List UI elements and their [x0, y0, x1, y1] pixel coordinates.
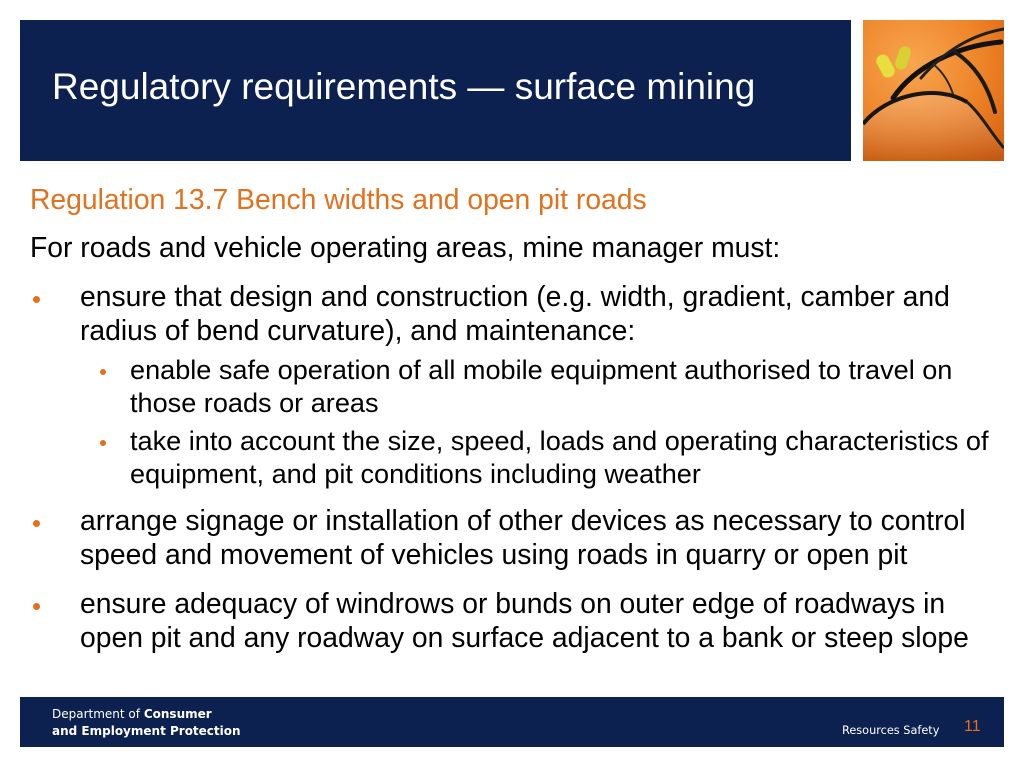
regulation-heading: Regulation 13.7 Bench widths and open pit roads: [30, 183, 647, 216]
division-name: Resources Safety: [842, 724, 940, 738]
footer-bar: [20, 697, 1004, 747]
slide-title: Regulatory requirements — surface mining: [52, 66, 756, 107]
header-photo-graphic: [863, 20, 1004, 161]
bullet-item: [80, 586, 969, 654]
bullet-item: [80, 279, 989, 489]
sub-bullet-text-line: those roads or areas: [130, 386, 379, 418]
bullet-text-line: speed and movement of vehicles using roads in quarry or open pit: [80, 538, 908, 571]
safety-glasses-and-earplugs-icon: [863, 20, 1004, 161]
sub-bullet-text-line: take into account the size, speed, loads and operating characteristics of: [130, 424, 989, 456]
department-name-bold: Consumer: [143, 707, 212, 721]
sub-bullet-item: [130, 424, 988, 490]
header-bar: [20, 20, 851, 161]
intro-text: For roads and vehicle operating areas, mine manager must:: [30, 231, 781, 264]
bullet-text-line: ensure adequacy of windrows or bunds on outer edge of roadways in: [80, 587, 946, 620]
sub-bullet-text-line: equipment, and pit conditions including weather: [130, 457, 701, 489]
department-name-bold: and Employment Protection: [52, 724, 241, 738]
department-name: [52, 706, 241, 740]
sub-bullet-dot-icon: [100, 369, 106, 375]
page-number: 11: [964, 718, 981, 735]
bullet-dot-icon: [33, 296, 40, 303]
bullet-dot-icon: [33, 520, 40, 527]
sub-bullet-dot-icon: [100, 440, 106, 446]
department-line-1: [52, 706, 241, 723]
department-prefix: Department of: [52, 707, 140, 721]
sub-bullet-text-line: enable safe operation of all mobile equipment authorised to travel on: [130, 353, 953, 385]
bullet-text-line: arrange signage or installation of other devices as necessary to control: [80, 504, 966, 537]
bullet-text-line: radius of bend curvature), and maintenance:: [80, 314, 636, 347]
bullet-text-line: ensure that design and construction (e.g. width, gradient, camber and: [80, 280, 950, 313]
bullet-item: [80, 503, 966, 571]
department-line-2: [52, 723, 241, 740]
bullet-dot-icon: [33, 603, 40, 610]
bullet-text-line: open pit and any roadway on surface adjacent to a bank or steep slope: [80, 621, 969, 654]
sub-bullet-item: [130, 353, 952, 419]
